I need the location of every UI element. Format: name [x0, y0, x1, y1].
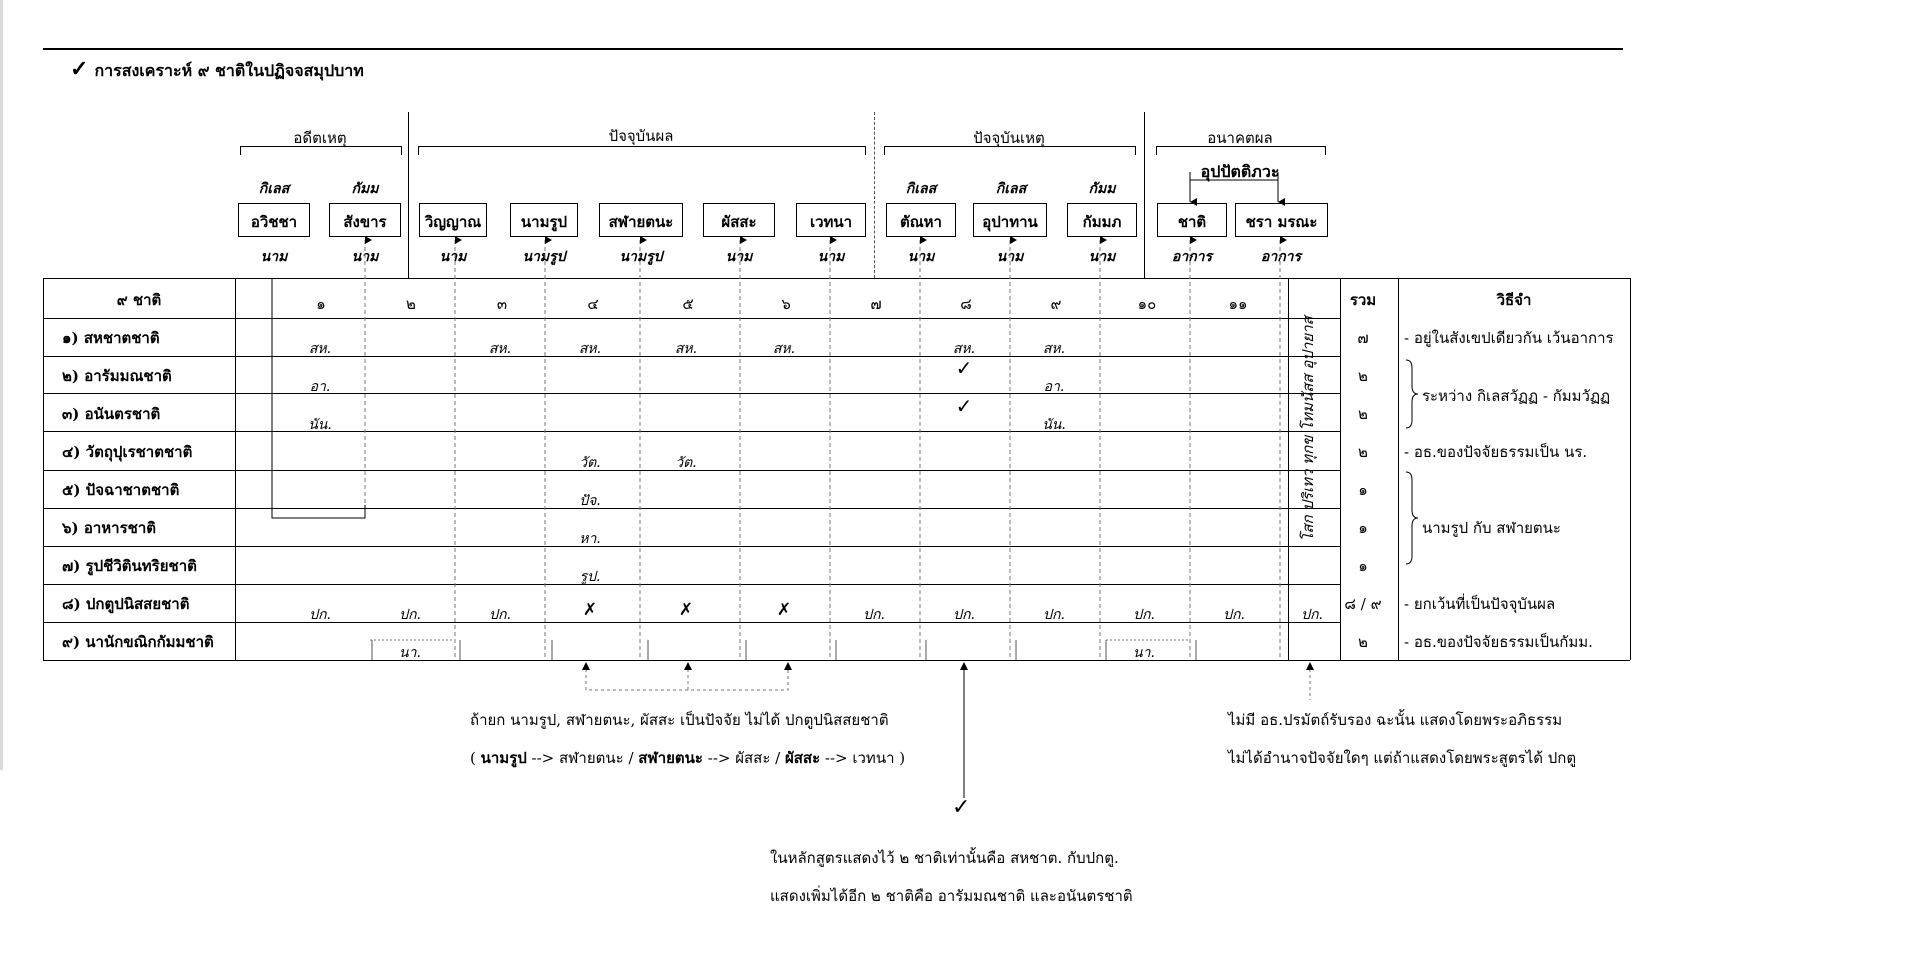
cross-mark: ✗ — [776, 600, 792, 620]
note-text: --> สฬายตนะ / — [526, 749, 639, 767]
row-sum-8: ๘ / ๙ — [1344, 595, 1382, 613]
factor-box-salayatana: สฬายตนะ — [599, 203, 683, 237]
group-present-effect: ปัจจุบันผล — [608, 127, 674, 145]
factor-below-4: นามรูป — [522, 249, 566, 265]
memo-4: - อธ.ของปัจจัยธรรมเป็น นร. — [1404, 443, 1588, 461]
factor-below-6: นาม — [725, 249, 753, 265]
note-bold: ผัสสะ — [784, 749, 821, 767]
factor-box-jati: ชาติ — [1157, 203, 1227, 237]
row-sum-2: ๒ — [1358, 367, 1368, 385]
row-label-5: ๕) ปัจฉาชาตชาติ — [62, 481, 180, 499]
mark-pak: ปก. — [1133, 607, 1155, 623]
page-title-text: การสงเคราะห์ ๙ ชาติในปฏิจจสมุปบาท — [94, 61, 364, 80]
mark-wat: วัต. — [675, 455, 697, 471]
mark-pak: ปก. — [1301, 607, 1323, 623]
note-text: --> ผัสสะ / — [702, 749, 785, 767]
factor-below-10: นาม — [1088, 249, 1116, 265]
mark-pak: ปก. — [489, 607, 511, 623]
note-bottom-2: แสดงเพิ่มได้อีก ๒ ชาติคือ อารัมมณชาติ และอนันตรชาติ — [770, 887, 1133, 905]
note-text: --> เวทนา ) — [820, 749, 906, 767]
mark-ha: หา. — [579, 531, 601, 547]
memo-header: วิธีจำ — [1496, 291, 1532, 309]
row-label-2: ๒) อารัมมณชาติ — [62, 367, 172, 385]
column-number-10: ๑๐ — [1137, 295, 1157, 313]
cross-mark: ✗ — [582, 600, 598, 620]
factor-box-sankhara: สังขาร — [329, 203, 401, 237]
mark-sah: สห. — [1042, 341, 1066, 357]
column-number-2: ๒ — [406, 295, 416, 313]
factor-below-2: นาม — [351, 249, 379, 265]
factor-box-avijja: อวิชชา — [238, 203, 310, 237]
note-bold: สฬายตนะ — [638, 749, 703, 767]
group-past-cause: อดีตเหตุ — [293, 129, 347, 147]
column-number-8: ๘ — [960, 295, 972, 313]
column-number-11: ๑๑ — [1228, 295, 1248, 313]
factor-box-vedana: เวทนา — [796, 203, 866, 237]
factor-below-5: นามรูป — [619, 249, 663, 265]
factor-below-9: นาม — [996, 249, 1024, 265]
mark-pak: ปก. — [309, 607, 331, 623]
mark-sah: สห. — [674, 341, 698, 357]
mark-na: นา. — [1133, 645, 1155, 661]
factor-above-9: กิเลส — [995, 181, 1027, 197]
row-sum-1: ๗ — [1357, 329, 1369, 347]
mark-pat: ปัจ. — [579, 493, 601, 509]
group-present-cause: ปัจจุบันเหตุ — [973, 129, 1045, 147]
note-left-1: ถ้ายก นามรูป, สฬายตนะ, ผัสสะ เป็นปัจจัย ไม่ได้ ปกตูปนิสสยชาติ — [470, 711, 889, 729]
column-number-7: ๗ — [870, 295, 882, 313]
row-sum-9: ๒ — [1358, 633, 1368, 651]
factor-above-1: กิเลส — [258, 181, 290, 197]
column-number-3: ๓ — [496, 295, 508, 313]
memo-8: - ยกเว้นที่เป็นปัจจุบันผล — [1404, 595, 1556, 613]
mark-sah: สห. — [308, 341, 332, 357]
column-number-1: ๑ — [316, 295, 326, 313]
mark-aa: อา. — [1043, 379, 1065, 395]
sum-header: รวม — [1349, 291, 1377, 309]
factor-above-8: กิเลส — [905, 181, 937, 197]
table-header-jati: ๙ ชาติ — [116, 291, 162, 309]
check-mark: ✓ — [955, 356, 973, 380]
mark-pak: ปก. — [863, 607, 885, 623]
mark-nan: นัน. — [1042, 417, 1066, 433]
row-sum-6: ๑ — [1358, 519, 1368, 537]
column-number-6: ๖ — [781, 295, 791, 313]
mark-pak: ปก. — [953, 607, 975, 623]
row-sum-4: ๒ — [1358, 443, 1368, 461]
check-mark: ✓ — [955, 394, 973, 418]
factor-box-namarupa: นามรูป — [510, 203, 578, 237]
cross-mark: ✗ — [678, 600, 694, 620]
memo-2-3: ระหว่าง กิเลสวัฏฏ - กัมมวัฏฏ — [1422, 387, 1611, 405]
note-right-2: ไม่ได้อำนาจปัจจัยใดๆ แต่ถ้าแสดงโดยพระสูตรได้ ปกตู — [1228, 749, 1577, 767]
column-number-9: ๙ — [1050, 295, 1062, 313]
row-label-7: ๗) รูปชีวิตินทริยชาติ — [62, 557, 197, 575]
note-bold: นามรูป — [480, 749, 527, 767]
factor-below-11: อาการ — [1171, 249, 1213, 265]
mark-sah: สห. — [488, 341, 512, 357]
group-future-effect: อนาคตผล — [1207, 129, 1273, 147]
note-left-2 — [470, 746, 905, 770]
mark-sah: สห. — [772, 341, 796, 357]
mark-sah: สห. — [952, 341, 976, 357]
row-sum-3: ๒ — [1358, 405, 1368, 423]
mark-sah: สห. — [578, 341, 602, 357]
memo-5-7: นามรูป กับ สฬายตนะ — [1422, 519, 1561, 537]
factor-box-upadana: อุปาทาน — [973, 203, 1047, 237]
note-text: ( — [470, 749, 481, 767]
row-label-9: ๙) นานักขณิกกัมมชาติ — [62, 633, 214, 651]
mark-pak: ปก. — [1223, 607, 1245, 623]
row-label-6: ๖) อาหารชาติ — [62, 519, 156, 537]
factor-below-1: นาม — [260, 249, 288, 265]
factor-box-kammabhava: กัมมภ — [1067, 203, 1137, 237]
factor-below-7: นาม — [817, 249, 845, 265]
factor-box-tanha: ตัณหา — [886, 203, 956, 237]
mark-aa: อา. — [309, 379, 331, 395]
vertical-note-text: โสก ปริเทว ทุกข โทมนัสส อุปายาส — [1299, 316, 1317, 542]
mark-pak: ปก. — [399, 607, 421, 623]
factor-box-jaramarana: ชรา มรณะ — [1235, 203, 1328, 237]
row-sum-5: ๑ — [1358, 481, 1368, 499]
row-label-1: ๑) สหชาตชาติ — [62, 329, 160, 347]
upapatti-label: อุปปัตติภวะ — [1200, 162, 1280, 181]
mark-wat: วัต. — [579, 455, 601, 471]
note-bottom-1: ในหลักสูตรแสดงไว้ ๒ ชาติเท่านั้นคือ สหชาต. กับปกตู. — [770, 849, 1119, 867]
factor-box-phassa: ผัสสะ — [703, 203, 775, 237]
row-label-4: ๔) วัตถุปุเรชาตชาติ — [62, 443, 193, 461]
check-icon: ✓ — [952, 795, 971, 820]
factor-below-3: นาม — [439, 249, 467, 265]
mark-pak: ปก. — [1043, 607, 1065, 623]
note-right-1: ไม่มี อธ.ปรมัตถ์รับรอง ฉะนั้น แสดงโดยพระอภิธรรม — [1228, 711, 1563, 729]
factor-above-10: กัมม — [1088, 181, 1116, 197]
mark-nan: นัน. — [308, 417, 332, 433]
factor-box-vinnana: วิญญาณ — [419, 203, 487, 237]
row-label-3: ๓) อนันตรชาติ — [62, 405, 161, 423]
factor-below-12: อาการ — [1260, 249, 1302, 265]
factor-below-8: นาม — [907, 249, 935, 265]
mark-na: นา. — [399, 645, 421, 661]
factor-above-2: กัมม — [351, 181, 379, 197]
column-number-5: ๕ — [682, 295, 694, 313]
row-label-8: ๘) ปกตูปนิสสยชาติ — [62, 595, 190, 613]
vertical-note — [1288, 302, 1328, 556]
mark-rup: รูป. — [579, 569, 601, 585]
memo-1: - อยู่ในสังเขปเดียวกัน เว้นอาการ — [1404, 329, 1614, 347]
check-icon: ✓ — [70, 56, 89, 82]
column-number-4: ๔ — [587, 295, 599, 313]
row-sum-7: ๑ — [1358, 557, 1368, 575]
memo-9: - อธ.ของปัจจัยธรรมเป็นกัมม. — [1404, 633, 1593, 651]
